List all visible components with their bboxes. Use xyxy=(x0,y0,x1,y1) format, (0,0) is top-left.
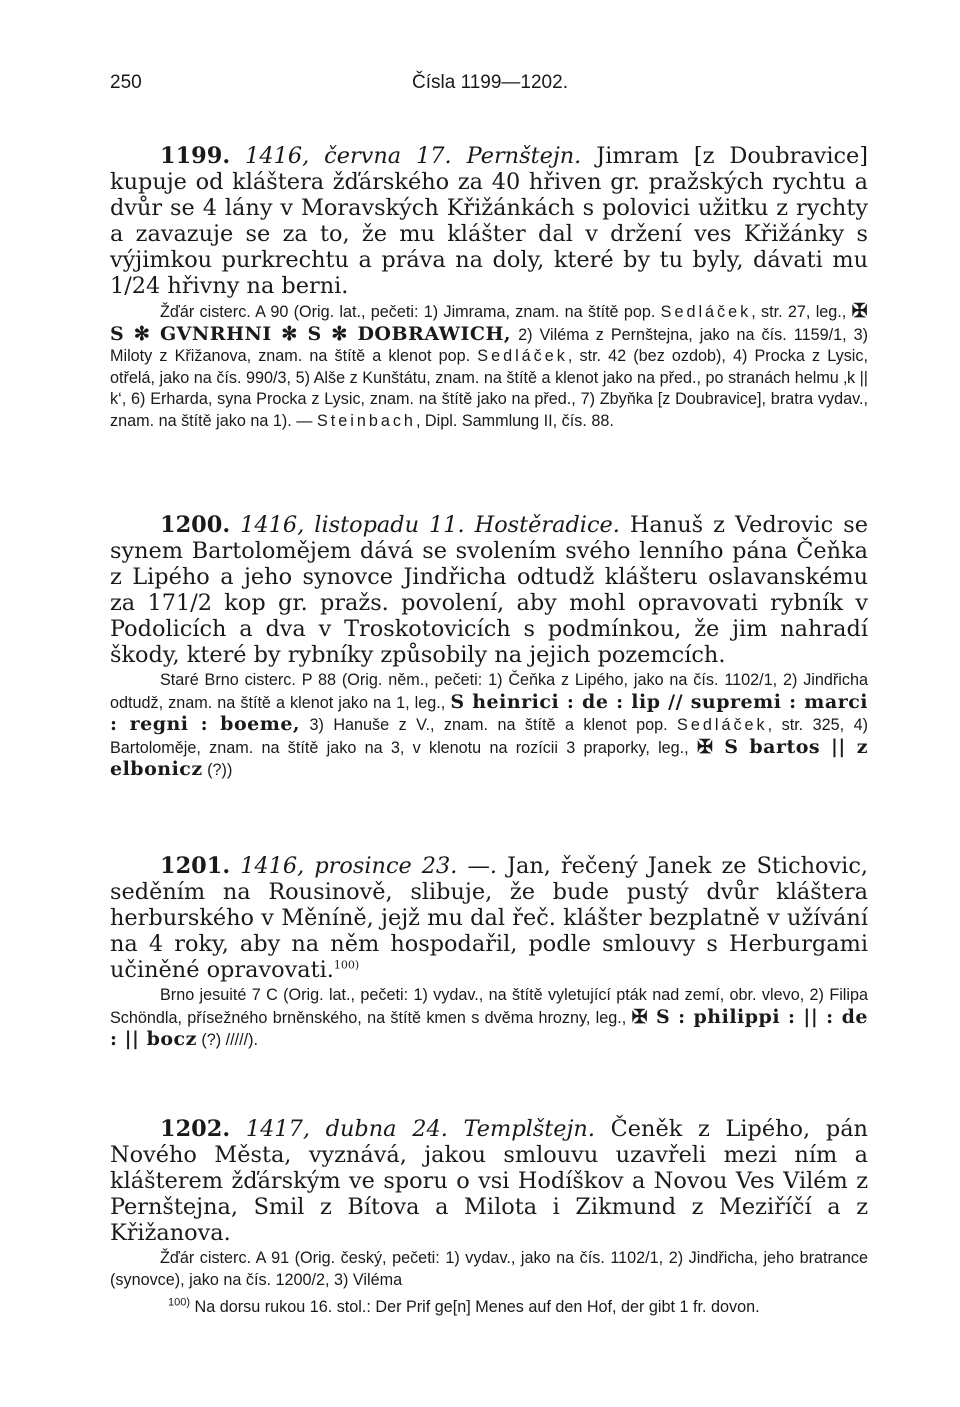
note-text: Žďár cisterc. A 90 (Orig. lat., pečeti: 1) Jimrama, znam. na štítě pop. xyxy=(160,303,661,321)
page-header xyxy=(110,72,870,102)
entry-date: 1416, listopadu 11. Hostěradice. xyxy=(240,512,620,538)
footnote-marker: 100) xyxy=(168,1296,191,1309)
entry-number: 1200. xyxy=(160,512,231,538)
entry-number: 1199. xyxy=(160,143,231,169)
entry-body xyxy=(110,512,868,668)
entry-number: 1202. xyxy=(160,1116,231,1142)
note-text: (?) /////). xyxy=(196,1031,259,1050)
entry-text: Jan, řečený Janek ze Stichovic, seděním na Rousinově, slibuje, že bude pustý dvůr kláštera herburského v Měníně, jejž mu dal řeč. klášter bezplatně v užívání na 4 roky, aby na něm hospodařil, podle smlouvy s Herburgami učiněné opravovati. xyxy=(110,853,868,983)
entry-body xyxy=(110,143,868,299)
entry-note xyxy=(110,670,868,782)
entry-note xyxy=(110,301,868,433)
footnote-text: Na dorsu rukou 16. stol.: Der Prif ge[n] Menes auf den Hof, der gibt 1 fr. dovon. xyxy=(190,1298,760,1316)
entry-text: Hanuš z Vedrovic se synem Bartolomějem dává se svolením svého lenního pána Čeňka z Lipého a jeho synovce Jindřicha odtudž klášteru oslavanskému za 17 xyxy=(110,512,868,616)
entry-date: 1417, dubna 24. Templštejn. xyxy=(245,1116,595,1142)
seal-legend: S heinrici : de : lip // supremi : marci : regni : boeme, xyxy=(110,690,868,736)
entry-text-end: kop gr. pražs. povolení, aby mohl opravovati rybník v Podolicích a dva v Troskotovicích s podmínkou, že jim nahradí škody, které by rybníky způsobily na jejich pozemcích. xyxy=(110,590,868,668)
entry-1202 xyxy=(110,1116,868,1291)
note-text: 3) Hanuše z V., znam. na štítě a klenot pop. xyxy=(300,716,678,735)
entry-text: Jimram [z Doubravice] kupuje od kláštera žďárského za 40 hřiven gr. pražských rychtu a dvůr se 4 lány v Moravských Křižánkách s polovici užitku z rychty a zavazuje se za to, že mu klášter dal v držení ves Křižánky s výjimkou purkrechtu a práva na doly, které by tu byly, dávati mu xyxy=(110,143,869,273)
page-number: 250 xyxy=(110,72,142,93)
entry-body xyxy=(110,1116,868,1246)
note-text: Žďár cisterc. A 91 (Orig. český, pečeti: 1) vydav., jako na čís. 1102/1, 2) Jindřicha, jeho bratrance (synovce), jako na čís. 1200/2, 3) Viléma xyxy=(110,1249,868,1289)
running-title: Čísla 1199—1202. xyxy=(412,72,568,93)
entry-1200 xyxy=(110,512,868,782)
note-text: , str. 42 (bez ozdob), 4) Procka z Lysic, otřelá, jako na čís. 990/3, 5) Alše z Kunštátu, znam. na štítě a klenot jako na před., po stranách helmu ‚k || k‘, 6) Erharda, syna Procka z Lysic, znam. na štítě jako na před., 7) Zbyňka [z Doubravice], bratra vydav., znam. na štítě jako na 1). — xyxy=(110,347,868,430)
entry-1199 xyxy=(110,143,868,433)
entry-date: 1416, června 17. Pernštejn. xyxy=(245,143,582,169)
note-author: Sedláček xyxy=(660,303,752,321)
note-text: , str. 325, 4) Bartoloměje, znam. na štítě jako na 3, v klenotu na rozícii 3 praporky, leg., xyxy=(110,716,868,757)
footnote xyxy=(110,1296,868,1318)
entry-date: 1416, prosince 23. —. xyxy=(240,853,497,879)
entry-note xyxy=(110,985,868,1052)
note-source: Steinbach xyxy=(316,411,416,430)
note-text: 2) Viléma z Pernštejna, jako na čís. 1159/1, 3) Miloty z Křižanova, znam. na štítě a klenot pop. xyxy=(110,325,869,366)
note-text: (?)) xyxy=(202,761,233,780)
note-author: Sedláček xyxy=(677,716,768,735)
entry-note xyxy=(110,1248,868,1291)
seal-legend: ✠ S ✻ GVNRHNI ✻ S ✻ DOBRAWICH, xyxy=(110,300,869,345)
entry-fraction: 1/2 xyxy=(110,273,147,299)
entry-1201 xyxy=(110,853,868,1052)
entry-fraction: 1/2 xyxy=(175,590,212,616)
note-text: Brno jesuité 7 C (Orig. lat., pečeti: 1) vydav., na štítě vyletující pták nad zemí, obr. vlevo, 2) Filipa Schöndla, přísežného brněnského, na štítě kmen s dvěma hrozny, leg., xyxy=(110,986,868,1027)
note-author: Sedláček xyxy=(477,347,568,366)
note-text: , Dipl. Sammlung II, čís. 88. xyxy=(415,411,614,430)
note-text: , str. 27, leg., xyxy=(751,303,852,321)
entry-body xyxy=(110,853,868,983)
footnote-reference[interactable]: 100) xyxy=(333,958,360,972)
seal-legend: ✠ S bartos || z elbonicz xyxy=(110,735,869,781)
note-text: Staré Brno cisterc. P 88 (Orig. něm., pečeti: 1) Čeňka z Lipého, jako na čís. 1102/1, 2) Jindřicha odtudž, znam. na štítě a klenot jako na 1, leg., xyxy=(110,671,868,712)
seal-legend: ✠ S : philippi : || : de : || bocz xyxy=(110,1005,868,1051)
entry-text-end: 4 hřivny na berni. xyxy=(146,273,349,299)
entry-text: Čeněk z Lipého, pán Nového Města, vyznává, jakou smlouvu uzavřeli mezi ním a klášterem žďárským ve sporu o vsi Hodíškov a Novou Ves Vilém z Pernštejna, Smil z Bítova a Milota i Zikmund z Meziříčí a z Křižanova. xyxy=(110,1116,868,1246)
entry-number: 1201. xyxy=(160,853,231,879)
